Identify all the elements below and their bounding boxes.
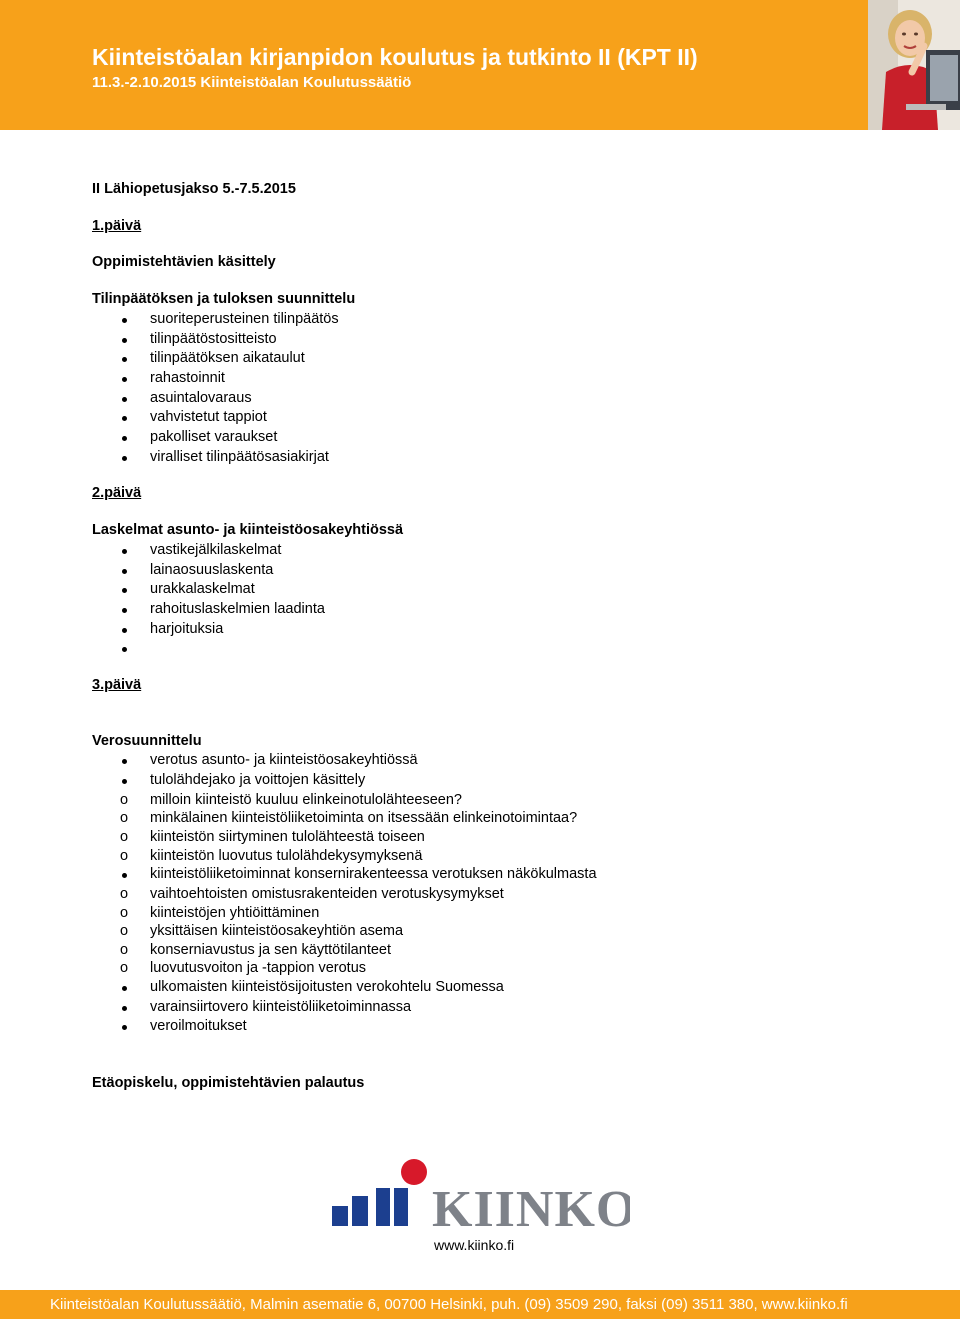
logo-url: www.kiinko.fi	[434, 1237, 515, 1253]
day1-topic-2: Tilinpäätöksen ja tuloksen suunnittelu	[92, 291, 356, 308]
list-item: vastikejälkilaskelmat	[92, 541, 912, 561]
sublist	[92, 885, 912, 978]
sublist-item-text: kiinteistön luovutus tulolähdekysymyksenä	[150, 847, 423, 864]
circle-bullet-icon: o	[120, 885, 129, 902]
footer-contact: Kiinteistöalan Koulutussäätiö, Malmin asematie 6, 00700 Helsinki, puh. (09) 3509 290, faksi (09) 3511 380, www.kiinko.fi	[50, 1296, 848, 1313]
list-item: rahoituslaskelmien laadinta	[92, 600, 912, 620]
sublist-item	[92, 904, 912, 923]
circle-bullet-icon: o	[120, 941, 129, 958]
list-item: pakolliset varaukset	[92, 428, 912, 448]
day2-topic: Laskelmat asunto- ja kiinteistöosakeyhtiössä	[92, 522, 404, 539]
header-photo	[868, 0, 960, 130]
list-item: tilinpäätöksen aikataulut	[92, 349, 912, 369]
sublist	[92, 791, 912, 865]
header-banner	[0, 0, 960, 130]
sublist-item-text: luovutusvoiton ja -tappion verotus	[150, 960, 367, 977]
list-item: harjoituksia	[92, 620, 912, 640]
list-item-text: verotus asunto- ja kiinteistöosakeyhtiössä	[150, 752, 418, 769]
list-item: viralliset tilinpäätösasiakirjat	[92, 448, 912, 468]
list-item: suoriteperusteinen tilinpäätös	[92, 310, 912, 330]
circle-bullet-icon: o	[120, 829, 129, 846]
period-heading: II Lähiopetusjakso 5.-7.5.2015	[92, 181, 296, 197]
sublist-item-text: vaihtoehtoisten omistusrakenteiden verotuskysymykset	[150, 885, 504, 902]
sublist-item	[92, 922, 912, 941]
sublist-item	[92, 828, 912, 847]
sublist-item	[92, 941, 912, 960]
circle-bullet-icon: o	[120, 791, 129, 808]
list-item: vahvistetut tappiot	[92, 408, 912, 428]
day2-list	[92, 541, 912, 659]
list-item	[92, 771, 912, 865]
list-item	[92, 751, 912, 771]
list-item: tilinpäätöstositteisto	[92, 330, 912, 350]
sublist-item-text: kiinteistöjen yhtiöittäminen	[150, 904, 320, 921]
list-item-text: ulkomaisten kiinteistösijoitusten verokohtelu Suomessa	[150, 978, 504, 995]
sublist-item-text: minkälainen kiinteistöliiketoiminta on itsessään elinkeinotoimintaa?	[150, 810, 578, 827]
list-item	[92, 865, 912, 978]
day2-label: 2.päivä	[92, 485, 142, 502]
circle-bullet-icon: o	[120, 847, 129, 864]
sublist-item-text: milloin kiinteistö kuuluu elinkeinotulolähteeseen?	[150, 791, 462, 808]
circle-bullet-icon: o	[120, 810, 129, 827]
sublist-item-text: yksittäisen kiinteistöosakeyhtiön asema	[150, 923, 404, 940]
sublist-item	[92, 885, 912, 904]
sublist-item	[92, 809, 912, 828]
circle-bullet-icon: o	[120, 960, 129, 977]
sublist-item-text: konserniavustus ja sen käyttötilanteet	[150, 941, 391, 958]
list-item: lainaosuuslaskenta	[92, 561, 912, 581]
closing-heading: Etäopiskelu, oppimistehtävien palautus	[92, 1075, 365, 1092]
page-subtitle: 11.3.-2.10.2015 Kiinteistöalan Koulutussäätiö	[92, 74, 412, 91]
day3-topic: Verosuunnittelu	[92, 732, 202, 749]
day1-label: 1.päivä	[92, 217, 142, 234]
list-item	[92, 998, 912, 1018]
document-body	[92, 180, 912, 1094]
logo-wordmark: KIINKO	[432, 1181, 630, 1238]
empty-list-item	[92, 639, 912, 659]
kiinko-logo	[330, 1158, 630, 1254]
sublist-item	[92, 791, 912, 810]
page-title: Kiinteistöalan kirjanpidon koulutus ja tutkinto II (KPT II)	[92, 44, 698, 70]
sublist-item-text: kiinteistön siirtyminen tulolähteestä toiseen	[150, 829, 425, 846]
footer-bar	[0, 1290, 960, 1319]
day3-label: 3.päivä	[92, 677, 142, 694]
list-item-text: varainsiirtovero kiinteistöliiketoiminnassa	[150, 998, 412, 1015]
list-item	[92, 978, 912, 998]
circle-bullet-icon: o	[120, 923, 129, 940]
circle-bullet-icon: o	[120, 904, 129, 921]
list-item: asuintalovaraus	[92, 389, 912, 409]
sublist-item	[92, 959, 912, 978]
list-item: urakkalaskelmat	[92, 580, 912, 600]
list-item-text: veroilmoitukset	[150, 1018, 247, 1035]
list-item-text: tulolähdejako ja voittojen käsittely	[150, 772, 366, 789]
list-item: rahastoinnit	[92, 369, 912, 389]
day1-list	[92, 310, 912, 468]
list-item	[92, 1017, 912, 1037]
day3-list	[92, 751, 912, 1037]
day1-topic-1: Oppimistehtävien käsittely	[92, 254, 276, 271]
list-item-text: kiinteistöliiketoiminnat konsernirakenteessa verotuksen näkökulmasta	[150, 866, 597, 883]
sublist-item	[92, 847, 912, 866]
